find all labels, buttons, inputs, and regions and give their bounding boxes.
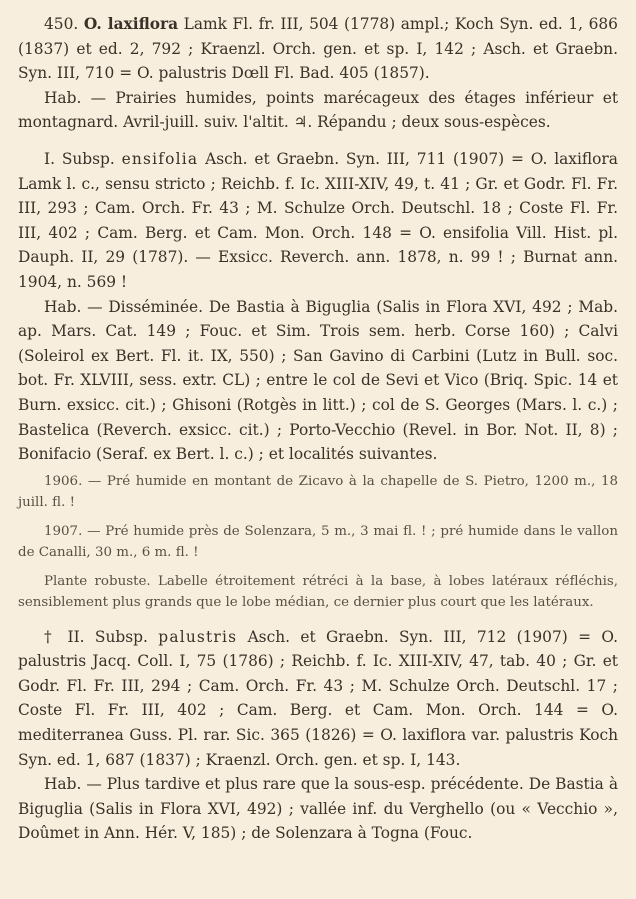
subspecies-1-description: Plante robuste. Labelle étroitement rétréci à la base, à lobes latéraux réfléchis, sensiblement plus grands que le lobe médian, ce dernier plus court que les latéraux. xyxy=(18,573,618,610)
subspecies-2-habitat: Hab. — Plus tardive et plus rare que la sous-esp. précédente. De Bastia à Biguglia (Salis in Flora XVI, 492) ; vallée inf. du Verghello (ou « Vecchio », Doûmet in Ann. Hér. V, 185) ; de Solenzara à Togna (Fouc. xyxy=(18,775,618,843)
species-entry xyxy=(18,12,618,86)
species-citations: Lamk Fl. fr. III, 504 (1778) ampl.; Koch Syn. ed. 1, 686 (1837) et ed. 2, 792 ; Kraenzl. Orch. gen. et sp. I, 142 ; Asch. et Graebn. Syn. III, 710 = O. palustris Dœll Fl. Bad. 405 (1857). xyxy=(18,15,618,83)
subspecies-1-citations: Asch. et Graebn. Syn. III, 711 (1907) = O. laxiflora Lamk l. c., sensu stricto ; Reichb. f. Ic. XIII-XIV, 49, t. 41 ; Gr. et Godr. Fl. Fr. III, 293 ; Cam. Orch. Fr. 43 ; M. Schulze Orch. Deutschl. 18 ; Coste Fl. Fr. III, 402 ; Cam. Berg. et Cam. Mon. Orch. 148 = O. ensifolia Vill. Hist. pl. Dauph. II, 29 (1787). — Exsicc. Reverch. ann. 1878, n. 99 ! ; Burnat ann. 1904, n. 569 ! xyxy=(18,149,618,291)
observation-1907: 1907. — Pré humide près de Solenzara, 5 m., 3 mai fl. ! ; pré humide dans le vallon de Canalli, 30 m., 6 m. fl. ! xyxy=(18,523,618,560)
observation-1906: 1906. — Pré humide en montant de Zicavo à la chapelle de S. Pietro, 1200 m., 18 juill. fl. ! xyxy=(18,473,618,510)
subspecies-2-entry xyxy=(18,625,618,773)
species-habitat: Hab. — Prairies humides, points marécageux des étages inférieur et montagnard. Avril-juill. suiv. l'altit. ♃. Répandu ; deux sous-espèces. xyxy=(18,88,618,132)
subspecies-1-prefix: I. Subsp. xyxy=(44,149,115,168)
subspecies-1-habitat: Hab. — Disséminée. De Bastia à Biguglia (Salis in Flora XVI, 492 ; Mab. ap. Mars. Cat. 149 ; Fouc. et Sim. Trois sem. herb. Corse 160) ; Calvi (Soleirol ex Bert. Fl. it. IX, 550) ; San Gavino di Carbini (Lutz in Bull. soc. bot. Fr. XLVIII, sess. extr. CL) ; entre le col de Sevi et Vico (Briq. Spic. 14 et Burn. exsicc. cit.) ; Ghisoni (Rotgès in litt.) ; col de S. Georges (Mars. l. c.) ; Bastelica (Reverch. exsicc. cit.) ; Porto-Vecchio (Revel. in Bor. Not. II, 8) ; Bonifacio (Seraf. ex Bert. l. c.) ; et localités suivantes. xyxy=(18,297,618,464)
subspecies-1-entry xyxy=(18,147,618,295)
species-name: O. laxiflora xyxy=(83,15,179,33)
subspecies-1-name: ensifolia xyxy=(121,149,199,168)
subspecies-2-name: palustris xyxy=(158,627,238,646)
document-page xyxy=(18,12,618,846)
subspecies-2-prefix: † II. Subsp. xyxy=(44,627,148,646)
subspecies-2-citations: Asch. et Graebn. Syn. III, 712 (1907) = O. palustris Jacq. Coll. I, 75 (1786) ; Reichb. f. Ic. XIII-XIV, 47, tab. 40 ; Gr. et Godr. Fl. Fr. III, 294 ; Cam. Orch. Fr. 43 ; M. Schulze Orch. Deutschl. 17 ; Coste Fl. Fr. III, 402 ; Cam. Berg. et Cam. Mon. Orch. 144 = O. mediterranea Guss. Pl. rar. Sic. 365 (1826) = O. laxiflora var. palustris Koch Syn. ed. 1, 687 (1837) ; Kraenzl. Orch. gen. et sp. I, 143. xyxy=(18,627,618,769)
species-number: 450. xyxy=(44,15,79,33)
